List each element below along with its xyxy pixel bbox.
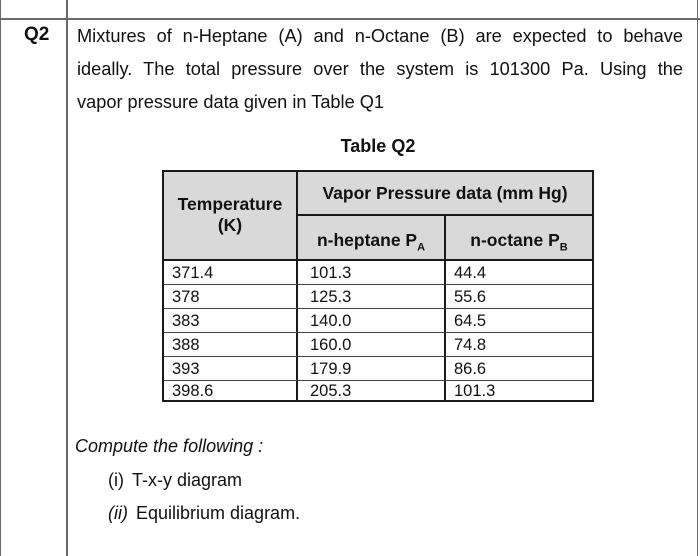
cell-temperature: 388 <box>172 336 200 354</box>
frame-left-border <box>0 0 1 556</box>
cell-octane: 101.3 <box>454 382 496 400</box>
cell-heptane: 101.3 <box>310 264 352 282</box>
header-vapor-pressure-group: Vapor Pressure data (mm Hg) <box>322 183 568 203</box>
task-text: Equilibrium diagram. <box>136 503 301 523</box>
question-text-line-3: vapor pressure data given in Table Q1 <box>77 92 385 112</box>
frame-right-border <box>697 0 698 556</box>
question-text-line-2: ideally. The total pressure over the system is 101300 Pa. Using the <box>77 59 683 79</box>
header-n-heptane <box>298 230 444 254</box>
cell-temperature: 371.4 <box>172 264 214 282</box>
header-n-octane <box>446 230 592 254</box>
cell-temperature: 378 <box>172 288 200 306</box>
cell-temperature: 398.6 <box>172 382 214 400</box>
header-n-heptane-subscript: A <box>417 241 426 254</box>
cell-octane: 44.4 <box>454 264 487 282</box>
divider-header-body <box>164 259 592 261</box>
frame-column-divider <box>66 0 68 556</box>
cell-temperature: 383 <box>172 312 200 330</box>
table-caption: Table Q2 <box>340 136 416 156</box>
vapor-pressure-table <box>162 170 594 402</box>
header-temperature-text: Temperature (K) <box>177 194 283 235</box>
task-text: T-x-y diagram <box>132 470 243 490</box>
cell-octane: 74.8 <box>454 336 487 354</box>
row-separator <box>164 308 592 309</box>
cell-heptane: 205.3 <box>310 382 352 400</box>
cell-heptane: 179.9 <box>310 360 352 378</box>
task-item <box>108 470 242 491</box>
header-temperature <box>164 194 296 236</box>
divider-temp-vapor <box>296 172 298 400</box>
question-number: Q2 <box>24 24 50 45</box>
cell-heptane: 140.0 <box>310 312 352 330</box>
task-number: (ii) <box>108 503 128 523</box>
row-separator <box>164 356 592 357</box>
tasks-intro: Compute the following : <box>75 436 264 456</box>
row-separator <box>164 284 592 285</box>
header-n-heptane-text: n-heptane P <box>316 230 418 250</box>
cell-octane: 64.5 <box>454 312 487 330</box>
cell-heptane: 125.3 <box>310 288 352 306</box>
cell-octane: 86.6 <box>454 360 487 378</box>
row-separator <box>164 332 592 333</box>
cell-heptane: 160.0 <box>310 336 352 354</box>
cell-temperature: 393 <box>172 360 200 378</box>
cell-octane: 55.6 <box>454 288 487 306</box>
row-separator <box>164 380 592 381</box>
task-item <box>108 503 300 524</box>
task-number: (i) <box>108 470 124 490</box>
header-n-octane-subscript: B <box>559 241 568 254</box>
question-text-line-1: Mixtures of n-Heptane (A) and n-Octane (B) are expected to behave <box>77 26 683 46</box>
header-n-octane-text: n-octane P <box>470 230 560 250</box>
divider-group-subheader <box>296 214 592 216</box>
